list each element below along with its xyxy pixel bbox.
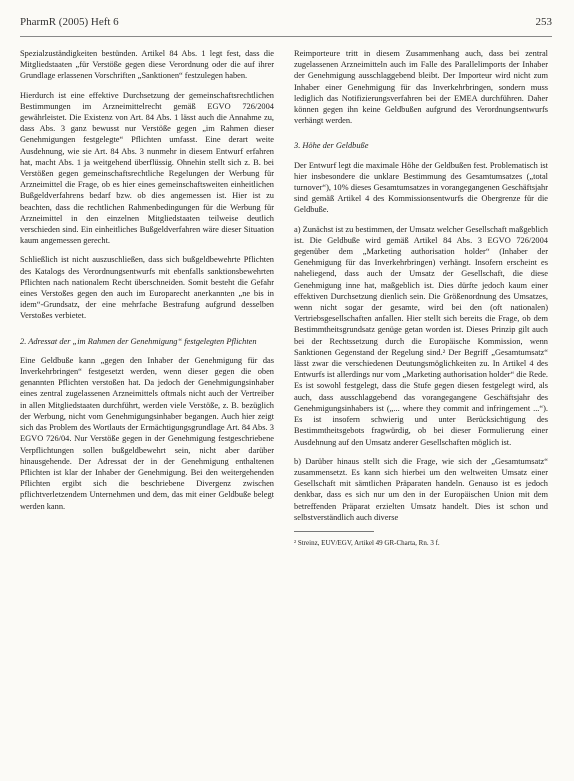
- footnote-rule: [294, 531, 374, 532]
- paragraph: Schließlich ist nicht auszuschließen, dass sich bußgeldbewehrte Pflichten des Katalogs des Verordnungsentwurfs mit ebenfalls sanktionsbewehrten Pflichten nach nationalem Recht überschneiden. Somit besteht die Gefahr eines Verstoßes gegen den auch im Europarecht anerkannten „ne bis in idem“-Grundsatz, der eine mehrfache Bestrafung aufgrund desselben Verstoßes verbietet.: [20, 255, 274, 321]
- journal-title: PharmR (2005) Heft 6: [20, 16, 119, 28]
- paragraph: Reimporteure tritt in diesem Zusammenhang auch, dass bei zentral zugelassenen Arzneimitteln auch im Falle des Parallelimports der Inhaber der Genehmigung ausschlaggebend bleibt. Der Importeur wird nicht zum Inhaber einer Genehmigung für das Inverkehrbringen, sondern muss lediglich das Notifizierungsverfahren bei der EMEA durchführen. Daher können gegen ihn keine Geldbußen aufgrund des Verordnungsentwurfs verhängt werden.: [294, 49, 548, 126]
- paragraph: b) Darüber hinaus stellt sich die Frage, wie sich der „Gesamtumsatz“ zusammensetzt. Es kann sich hierbei um den weltweiten Umsatz einer Gesellschaft mit sämtlichen Präparaten handeln. Genauso ist es jedoch denkbar, dass es sich nur um den in der Europäischen Union mit dem betreffenden Präparat erzielten Umsatz handelt. Dies ist schon und selbstverständlich auch diverse: [294, 456, 548, 522]
- paragraph: Eine Geldbuße kann „gegen den Inhaber der Genehmigung für das Inverkehrbringen“ festgesetzt werden, wenn dieser gegen die oben genannten Pflichten verstoßen hat. Da jedoch der Genehmigungsinhaber eines zentral zugelassenen Arzneimittels oftmals nicht auch der Vertreiber in allen Mitgliedstaaten durchführt, werden viele Verstöße, z. B. bezüglich der Werbung, nicht vom Genehmigungsinhaber begangen. Auch hier zeigt sich das Problem des Wortlauts der Ermächtigungsgrundlage Art. 84 Abs. 3 EGVO 726/04. Nur Verstöße gegen in der Genehmigung festgeschriebene Verpflichtungen sollen bußgeldbewehrt sein, nicht aber darüber hinausgehende. Der Adressat der in der Genehmigung enthaltenen Pflichten ist klar der Inhaber der Genehmigung. Bei den weitergehenden Pflichten ergibt sich die beschriebene Divergenz zwischen pflichtverletzendem Unternehmen und dem, das mit einer Geldbuße belegt werden kann.: [20, 355, 274, 511]
- section-heading: 3. Höhe der Geldbuße: [294, 141, 369, 151]
- left-column: [20, 48, 274, 520]
- page-number: 253: [535, 16, 552, 28]
- paragraph: Der Entwurf legt die maximale Höhe der Geldbußen fest. Problematisch ist hier insbesondere die unklare Bestimmung des Gesamtumsatzes („total turnover“), 10% dieses Gesamtumsatzes in vorangegangenen Geschäftsjahr sind gemäß Artikel 4 des Kommissionsentwurfs die Obergrenze für die Geldbuße.: [294, 160, 548, 215]
- paragraph: Spezialzuständigkeiten bestünden. Artikel 84 Abs. 1 legt fest, dass die Mitgliedstaaten „für Verstöße gegen diese Verordnung oder die auf ihrer Grundlage erlassenen Vorschriften „Sanktionen“ festzulegen haben.: [20, 49, 274, 81]
- page-header: [20, 16, 552, 34]
- right-column: [294, 48, 548, 555]
- paragraph: Hierdurch ist eine effektive Durchsetzung der gemeinschaftsrechtlichen Bestimmungen im Arzneimittelrecht gemäß EGVO 726/2004 gewährleistet. Die Existenz von Art. 84 Abs. 1 lässt auch die Annahme zu, dass Abs. 3 ganz bewusst nur Verstöße gegen „im Rahmen dieser Genehmigungen festgelegte“ Pflichten umfasst. Eine derart weite Ausdehnung, wie sie Art. 84 Abs. 3 nunmehr in diesem Entwurf erfahren hat, macht Abs. 1 ja weitgehend überflüssig. Ohnehin stellt sich z. B. bei Verstößen gegen gemeinschaftsrechtliche Regelungen der Werbung für Arzneimittel die Frage, ob es hier eines gemeinschaftsweiten einheitlichen Bußgeldverfahrens bedarf bzw. ob dies angemessen ist. Hier ist zu beachten, dass die rechtlichen Rahmenbedingungen für die Werbung für Arzneimittel in den einzelnen Mitgliedstaaten teilweise deutlich verschieden sind. Ein einheitliches Bußgeldverfahren wäre dieser Situation kaum angemessen gerecht.: [20, 90, 274, 246]
- paragraph: a) Zunächst ist zu bestimmen, der Umsatz welcher Gesellschaft maßgeblich ist. Die Geldbuße wird gemäß Artikel 84 Abs. 3 EGVO 726/2004 gegenüber dem „Marketing authorisation holder“ (Inhaber der Genehmigung für das Inverkehrbringen) verhängt. Insofern erscheint es naheliegend, dass auch der Umsatz der Gesellschaft, die diese Genehmigung inne hat, maßgeblich ist. Dies dürfte jedoch kaum einer effektiven Durchsetzung dienlich sein. Die Größenordnung des Umsatzes, wenn nicht sogar der gesamte, wird bei den (oft nationalen) Vertriebsgesellschaften anfallen. Hier stellt sich bereits die Frage, ob dem Bestimmtheitsgrundsatz genüge getan worden ist. Dieses Prinzip gilt auch bei der Rechtssetzung durch die Europäische Kommission, wenn Sanktionen Gegenstand der Regelung sind.² Der Begriff „Gesamtumsatz“ lässt zwar die verschiedenen Deutungsmöglichkeiten zu. In Artikel 4 des Entwurfs ist allerdings nur vom „Marketing authorisation holder“ die Rede. Es ist sowohl festgelegt, dass die Stufe gegen diesen festgelegt wird, als auch, dass ausschlaggebend das vorangegangene Geschäftsjahr des Genehmigungsinhabers ist („... where they commit and infringement ...“). Es ist insofern schwierig und unter Berücksichtigung des Bestimmtheitsgebots fragwürdig, ob bei dieser Formulierung einer Ausdehnung auf den Umsatz anderer Gesellschaften möglich ist.: [294, 224, 548, 447]
- section-heading: 2. Adressat der „im Rahmen der Genehmigung“ festgelegten Pflichten: [20, 336, 257, 346]
- footnote: ² Streinz, EUV/EGV, Artikel 49 GR-Charta, Rn. 3 f.: [294, 538, 440, 547]
- header-rule: [20, 36, 552, 37]
